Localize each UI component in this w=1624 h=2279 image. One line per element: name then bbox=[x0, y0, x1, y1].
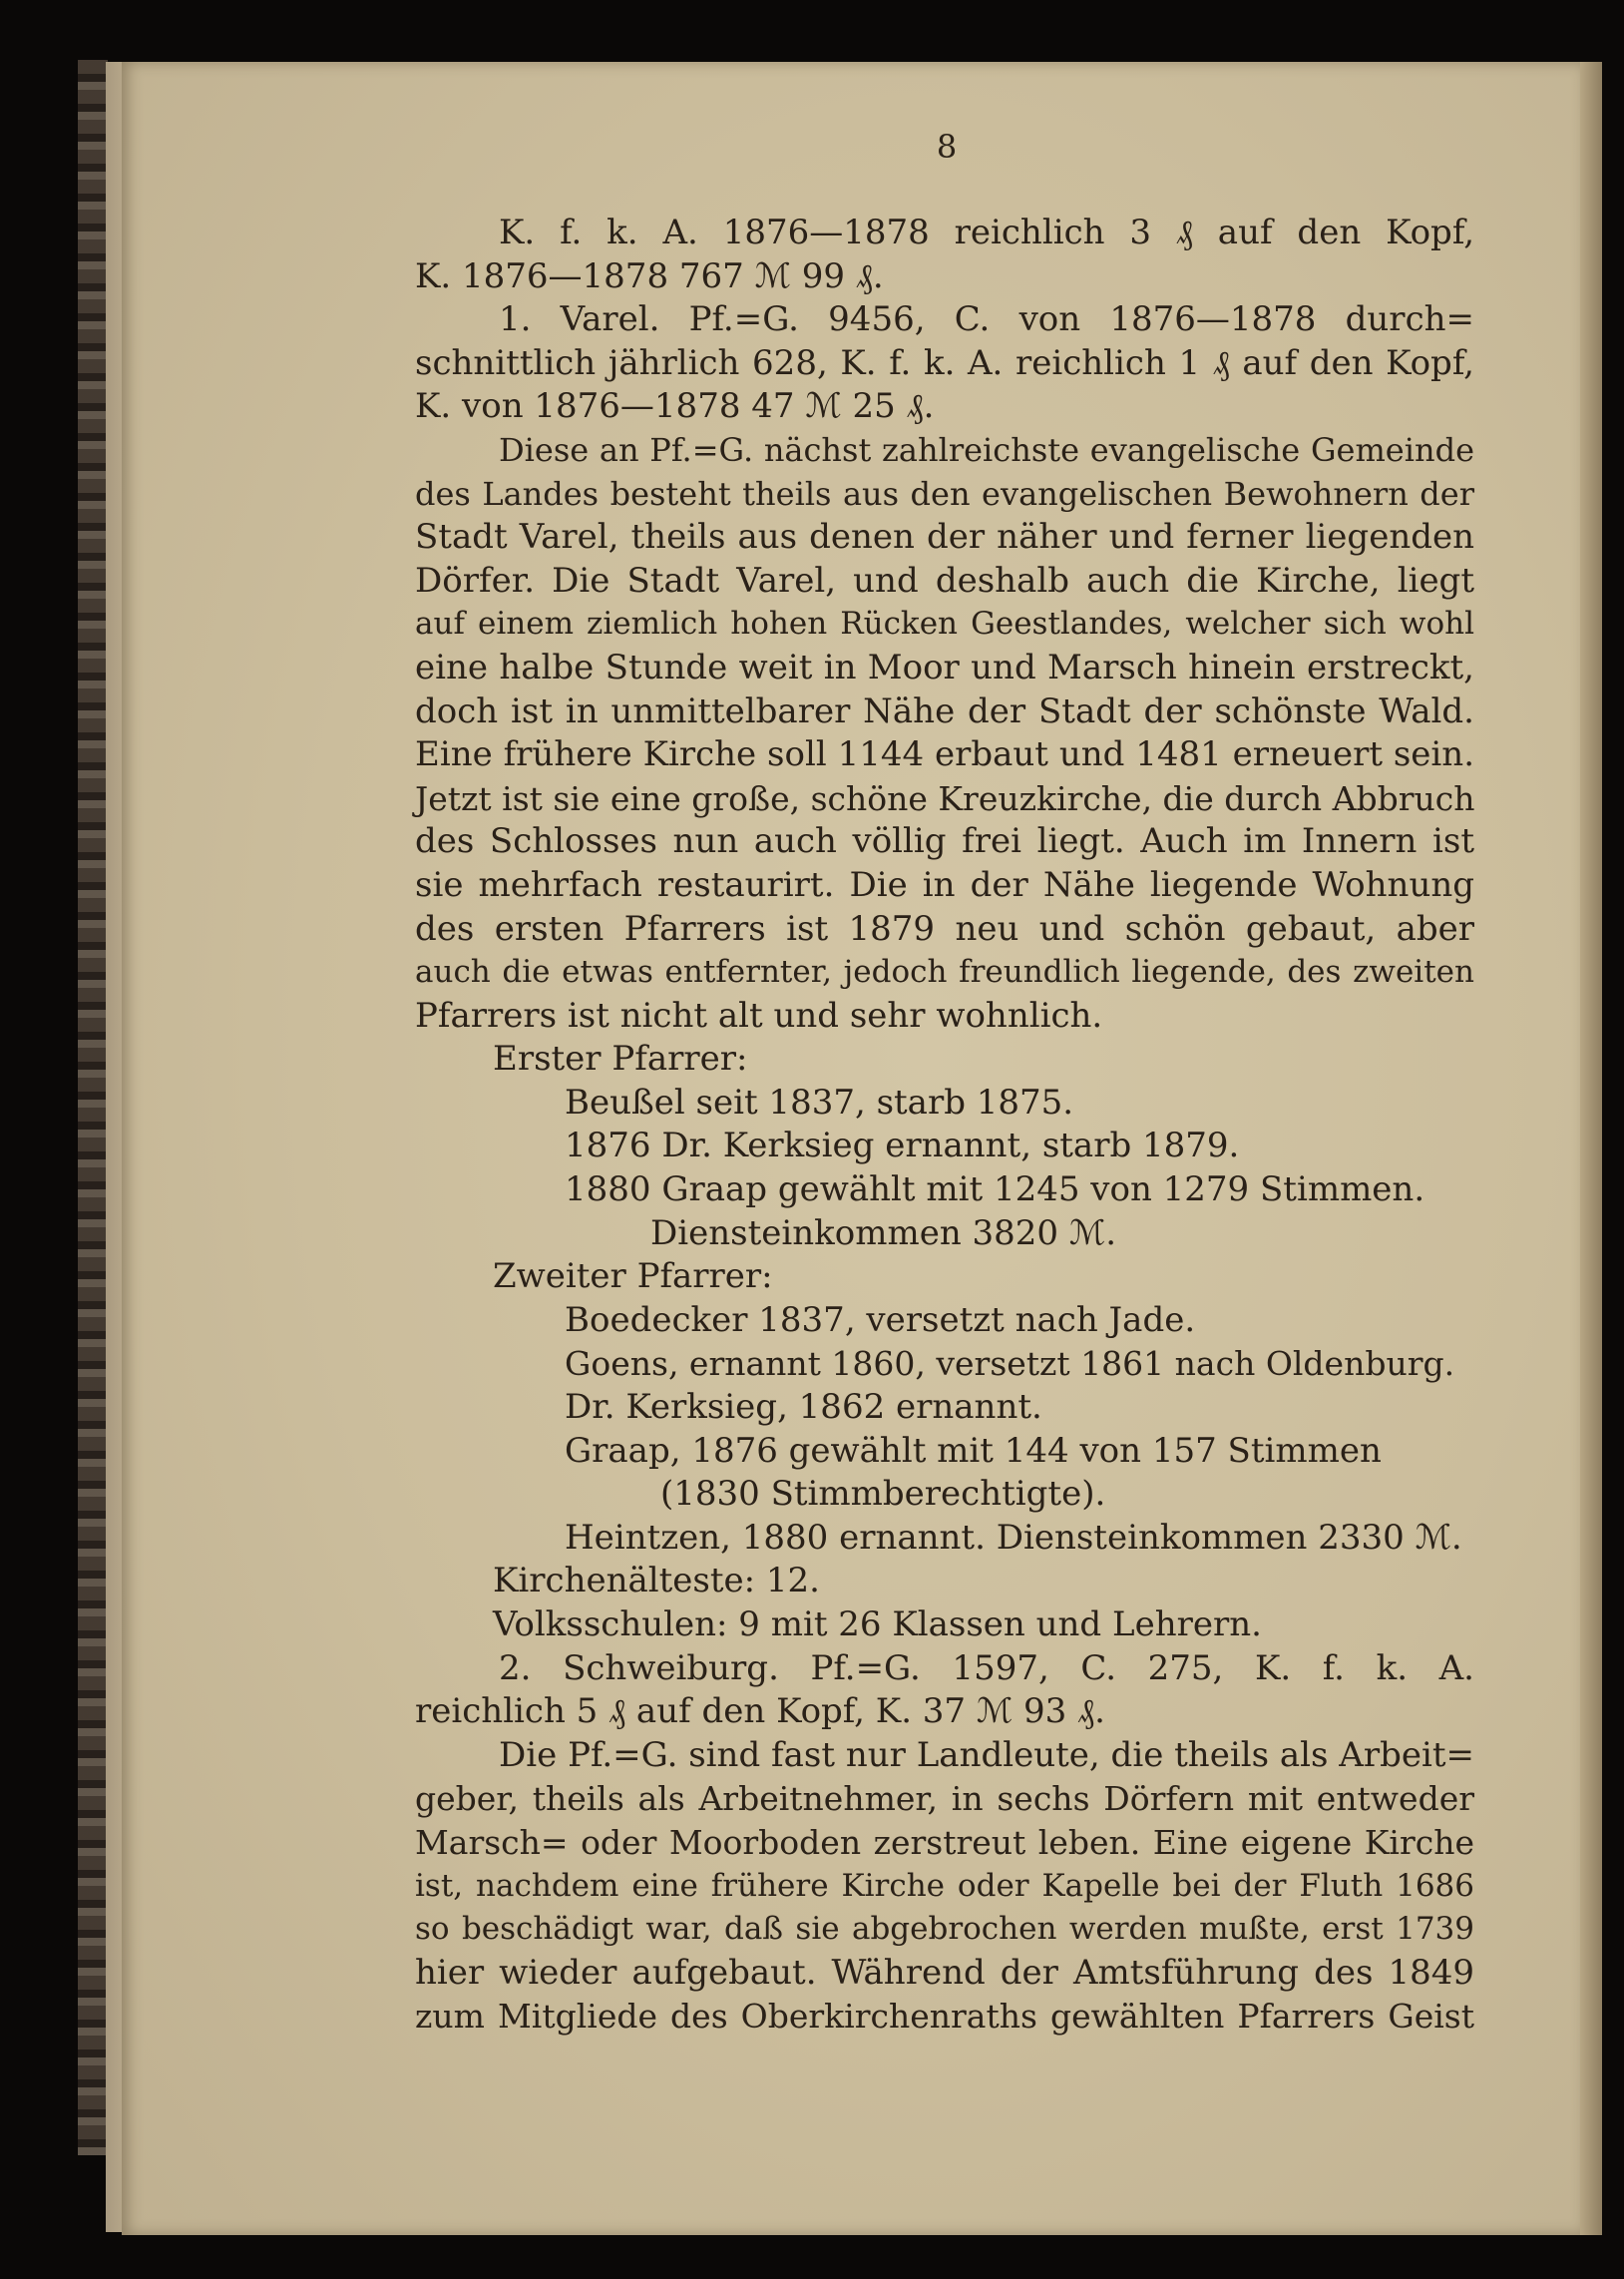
text-line: sie mehrfach restaurirt. Die in der Nähe liegende Wohnung bbox=[415, 864, 1474, 905]
text-line: Kirchenälteste: 12. bbox=[493, 1561, 820, 1601]
text-line: auch die etwas entfernter, jedoch freundlich liegende, des zweiten bbox=[415, 954, 1474, 991]
text-line: so beschädigt war, daß sie abgebrochen werden mußte, erst 1739 bbox=[415, 1911, 1474, 1948]
text-line: Pfarrers ist nicht alt und sehr wohnlich. bbox=[415, 995, 1103, 1036]
book-spine bbox=[78, 60, 108, 2155]
list-item: Diensteinkommen 3820 ℳ. bbox=[650, 1212, 1117, 1253]
text-line: schnittlich jährlich 628, K. f. k. A. reichlich 1 ₰ auf den Kopf, bbox=[415, 342, 1474, 383]
text-line: Dörfer. Die Stadt Varel, und deshalb auch die Kirche, liegt bbox=[415, 560, 1474, 601]
text-line: reichlich 5 ₰ auf den Kopf, K. 37 ℳ 93 ₰. bbox=[415, 1691, 1105, 1732]
text-line: des Landes besteht theils aus den evangelischen Bewohnern der bbox=[415, 474, 1474, 513]
text-line: Marsch= oder Moorboden zerstreut leben. Eine eigene Kirche bbox=[415, 1822, 1474, 1862]
text-line: 1. Varel. Pf.=G. 9456, C. von 1876—1878 durch= bbox=[499, 299, 1474, 340]
text-line: eine halbe Stunde weit in Moor und Marsch hinein erstreckt, bbox=[415, 647, 1474, 687]
page-right-edge bbox=[1580, 62, 1602, 2235]
list-item: Graap, 1876 gewählt mit 144 von 157 Stimmen bbox=[565, 1430, 1382, 1471]
list-item: 1876 Dr. Kerksieg ernannt, starb 1879. bbox=[565, 1126, 1240, 1166]
text-line: Die Pf.=G. sind fast nur Landleute, die theils als Arbeit= bbox=[499, 1734, 1474, 1775]
text-line: zum Mitgliede des Oberkirchenraths gewählten Pfarrers Geist bbox=[415, 1997, 1474, 2037]
text-line: K. 1876—1878 767 ℳ 99 ₰. bbox=[415, 255, 884, 296]
text-line: Volksschulen: 9 mit 26 Klassen und Lehrern. bbox=[493, 1604, 1262, 1644]
list-item: Goens, ernannt 1860, versetzt 1861 nach Oldenburg. bbox=[565, 1344, 1455, 1384]
text-line: Stadt Varel, theils aus denen der näher und ferner liegenden bbox=[415, 517, 1474, 558]
text-line: 2. Schweiburg. Pf.=G. 1597, C. 275, K. f. k. A. bbox=[499, 1647, 1474, 1688]
text-line: Jetzt ist sie eine große, schöne Kreuzkirche, die durch Abbruch bbox=[415, 778, 1475, 818]
text-line: Eine frühere Kirche soll 1144 erbaut und 1481 erneuert sein. bbox=[415, 734, 1474, 775]
body-text bbox=[415, 212, 1474, 2039]
list-item: 1880 Graap gewählt mit 1245 von 1279 Stimmen. bbox=[565, 1169, 1425, 1210]
list-item: Beußel seit 1837, starb 1875. bbox=[565, 1082, 1074, 1123]
section-heading: Erster Pfarrer: bbox=[493, 1039, 748, 1080]
text-line: des Schlosses nun auch völlig frei liegt. Auch im Innern ist bbox=[415, 821, 1474, 862]
text-line: geber, theils als Arbeitnehmer, in sechs Dörfern mit entweder bbox=[415, 1779, 1474, 1819]
list-item: Dr. Kerksieg, 1862 ernannt. bbox=[565, 1387, 1042, 1428]
text-line: K. f. k. A. 1876—1878 reichlich 3 ₰ auf den Kopf, bbox=[499, 213, 1474, 252]
text-line: K. von 1876—1878 47 ℳ 25 ₰. bbox=[415, 386, 935, 427]
list-item: (1830 Stimmberechtigte). bbox=[660, 1474, 1106, 1515]
text-line: hier wieder aufgebaut. Während der Amtsführung des 1849 bbox=[415, 1952, 1474, 1993]
text-line: des ersten Pfarrers ist 1879 neu und schön gebaut, aber bbox=[415, 908, 1474, 949]
list-item: Boedecker 1837, versetzt nach Jade. bbox=[565, 1299, 1196, 1340]
text-line: doch ist in unmittelbarer Nähe der Stadt der schönste Wald. bbox=[415, 690, 1474, 731]
page-number: 8 bbox=[936, 128, 958, 166]
text-line: ist, nachdem eine frühere Kirche oder Kapelle bei der Fluth 1686 bbox=[415, 1867, 1474, 1904]
list-item: Heintzen, 1880 ernannt. Diensteinkommen 2330 ℳ. bbox=[565, 1517, 1462, 1558]
section-heading: Zweiter Pfarrer: bbox=[493, 1256, 773, 1297]
text-line: Diese an Pf.=G. nächst zahlreichste evangelische Gemeinde bbox=[499, 430, 1474, 469]
text-line: auf einem ziemlich hohen Rücken Geestlandes, welcher sich wohl bbox=[415, 606, 1474, 643]
